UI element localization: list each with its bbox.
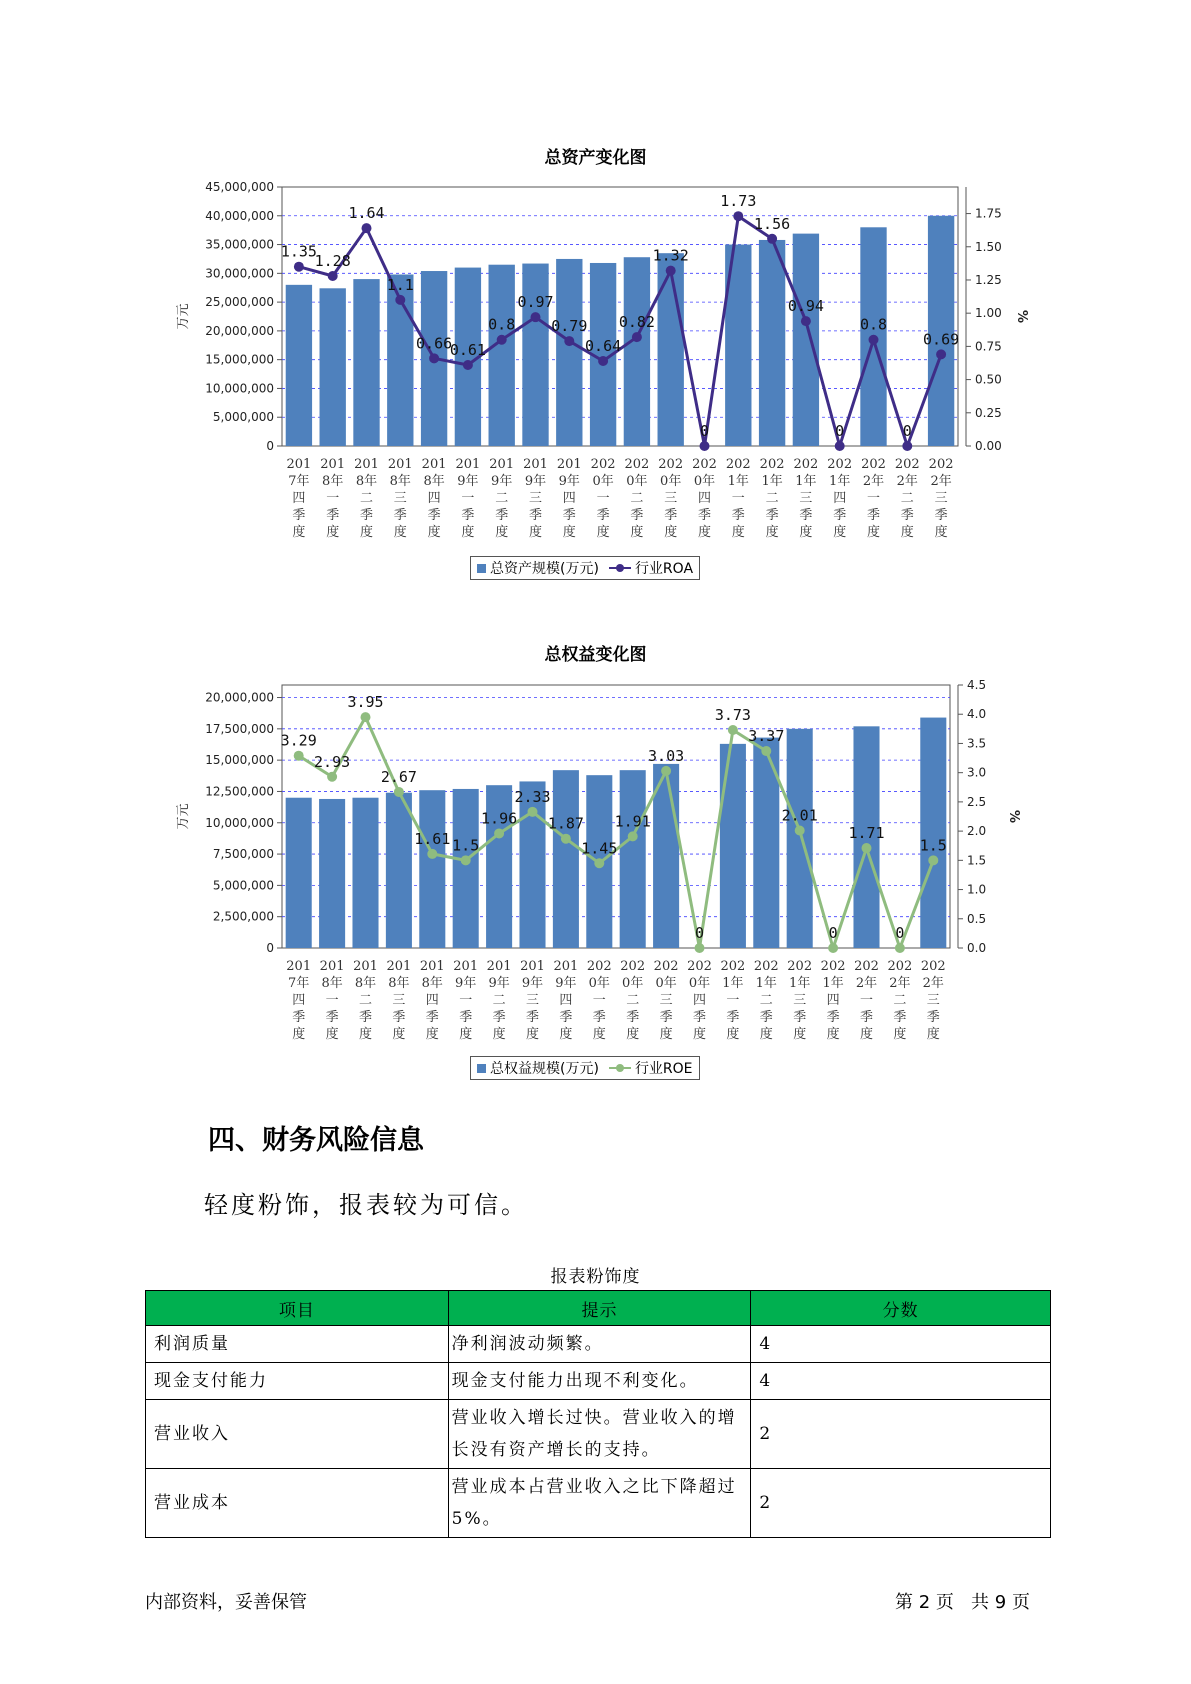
- y2-tick-label: 0.25: [975, 405, 1002, 420]
- bar: [286, 798, 312, 948]
- x-tick-label: 202 0年二季度: [624, 457, 650, 540]
- x-tick-label: 202 0年四季度: [692, 457, 717, 540]
- header-item: 项目: [146, 1291, 449, 1326]
- x-tick-label: 202 1年三季度: [793, 457, 819, 540]
- data-label: 3.29: [280, 731, 317, 750]
- data-label: 0.66: [416, 334, 453, 353]
- data-label: 1.91: [614, 812, 651, 831]
- x-tick-label: 202 0年二季度: [620, 959, 646, 1042]
- legend-line-label: 行业ROA: [634, 561, 694, 577]
- y2-tick-label: 0.00: [975, 439, 1002, 453]
- y-tick-label: 20,000,000: [205, 323, 274, 338]
- x-tick-label: 202 0年一季度: [590, 457, 616, 540]
- data-label: 1.28: [314, 251, 351, 270]
- y-tick-label: 12,500,000: [205, 784, 274, 799]
- bar-legend-swatch: [477, 1064, 486, 1073]
- data-label: 0: [828, 924, 838, 942]
- x-tick-label: 202 1年二季度: [753, 959, 779, 1042]
- x-tick-label: 202 1年一季度: [720, 959, 746, 1042]
- y2-tick-label: 0.75: [975, 339, 1002, 354]
- table-row: [146, 1469, 1051, 1538]
- line-point: [361, 712, 371, 722]
- bar: [553, 770, 579, 948]
- bar: [386, 793, 412, 948]
- row-item: 利润质量: [146, 1326, 449, 1363]
- legend-line-label: 行业ROE: [634, 1061, 693, 1077]
- data-label: 1.32: [652, 246, 689, 265]
- y-tick-label: 5,000,000: [212, 410, 274, 425]
- line-point: [761, 746, 771, 756]
- data-label: 3.03: [648, 746, 685, 765]
- y2-tick-label: 1.00: [975, 306, 1002, 321]
- y-tick-label: 17,500,000: [205, 721, 274, 736]
- table-caption: 报表粉饰度: [550, 1267, 641, 1287]
- x-tick-label: 201 9年一季度: [453, 959, 479, 1042]
- data-label: 0: [902, 422, 912, 440]
- x-tick-label: 202 2年三季度: [920, 959, 946, 1042]
- y-tick-label: 7,500,000: [212, 847, 274, 862]
- y2-tick-label: 1.25: [975, 272, 1002, 287]
- line-point: [528, 807, 538, 817]
- data-label: 1.71: [848, 824, 885, 843]
- chart-title: 总资产变化图: [544, 148, 647, 168]
- x-tick-label: 201 8年一季度: [319, 959, 345, 1042]
- line-point: [828, 943, 838, 953]
- x-tick-label: 201 8年二季度: [354, 457, 379, 540]
- data-label: 0.94: [787, 297, 824, 316]
- data-label: 0.8: [488, 315, 516, 334]
- data-label: 0.82: [618, 313, 655, 332]
- data-label: 2.33: [514, 787, 551, 806]
- section-heading: 四、财务风险信息: [208, 1125, 424, 1156]
- legend-bar-label: 总权益规模(万元): [490, 1061, 599, 1077]
- header-score: 分数: [751, 1291, 1051, 1326]
- x-tick-label: 201 9年三季度: [523, 457, 548, 540]
- data-label: 0.69: [923, 330, 960, 349]
- table-row: [146, 1326, 1051, 1363]
- y-tick-label: 0: [266, 941, 274, 955]
- data-label: 2.67: [380, 767, 417, 786]
- x-tick-label: 202 1年二季度: [759, 457, 785, 540]
- row-item: 营业成本: [146, 1469, 449, 1538]
- y-tick-label: 40,000,000: [205, 208, 274, 223]
- data-label: 1.5: [919, 836, 947, 855]
- line-point: [561, 834, 571, 844]
- line-point: [427, 849, 437, 859]
- data-label: 1.73: [720, 192, 757, 211]
- y2-tick-label: 2.5: [967, 794, 987, 809]
- line-point: [695, 943, 705, 953]
- row-score: 4: [751, 1326, 1051, 1363]
- line-point: [895, 943, 905, 953]
- x-tick-label: 201 9年二季度: [489, 457, 515, 540]
- bar: [352, 798, 378, 948]
- x-tick-label: 202 2年一季度: [854, 959, 879, 1042]
- table-row: [146, 1363, 1051, 1400]
- y-tick-label: 25,000,000: [205, 295, 274, 310]
- y2-tick-label: 1.5: [967, 853, 987, 868]
- y2-tick-label: 1.0: [967, 882, 987, 897]
- x-tick-label: 201 8年一季度: [320, 457, 346, 540]
- x-tick-label: 202 2年一季度: [861, 457, 886, 540]
- data-label: 2.93: [314, 752, 351, 771]
- y-tick-label: 15,000,000: [205, 753, 274, 768]
- y-tick-label: 0: [266, 439, 274, 453]
- data-label: 0.8: [859, 315, 888, 334]
- x-tick-label: 202 2年二季度: [887, 959, 913, 1042]
- y2-tick-label: 0.5: [967, 911, 987, 926]
- y2-tick-label: 4.5: [967, 678, 987, 692]
- line-legend-swatch: [609, 1067, 631, 1069]
- row-tip: 营业收入增长过快。营业收入的增长没有资产增长的支持。: [448, 1400, 751, 1469]
- y-tick-label: 30,000,000: [205, 266, 274, 281]
- data-label: 1.64: [348, 204, 385, 223]
- x-tick-label: 201 8年三季度: [386, 959, 412, 1042]
- x-tick-label: 201 8年四季度: [421, 457, 447, 540]
- chart-legend: [470, 1056, 700, 1080]
- row-tip: 营业成本占营业收入之比下降超过5%。: [448, 1469, 751, 1538]
- line-point: [294, 751, 304, 761]
- y2-tick-label: 3.0: [967, 765, 987, 780]
- table-row: [146, 1400, 1051, 1469]
- x-tick-label: 201 9年四季度: [553, 959, 579, 1042]
- data-label: 3.95: [347, 693, 384, 712]
- line-point: [494, 828, 504, 838]
- x-tick-label: 202 2年三季度: [928, 457, 954, 540]
- y-axis-title: 万元: [176, 803, 191, 830]
- data-label: 0.64: [585, 336, 622, 355]
- line-point: [461, 855, 471, 865]
- data-label: 0.79: [551, 317, 588, 336]
- data-label: 1.87: [547, 814, 584, 833]
- x-tick-label: 202 0年四季度: [687, 959, 712, 1042]
- data-label: 2.01: [781, 806, 818, 825]
- row-item: 营业收入: [146, 1400, 449, 1469]
- data-label: 3.73: [714, 706, 751, 725]
- section-text: 轻度粉饰，报表较为可信。: [204, 1191, 528, 1219]
- y2-tick-label: 4.0: [967, 707, 987, 722]
- line-point: [327, 772, 337, 782]
- data-label: 0.97: [517, 293, 554, 312]
- row-score: 4: [751, 1363, 1051, 1400]
- table-header-row: [146, 1291, 1051, 1326]
- legend-bar-label: 总资产规模(万元): [490, 561, 599, 577]
- x-tick-label: 202 1年三季度: [787, 959, 813, 1042]
- data-label: 1.5: [452, 836, 480, 855]
- data-label: 3.37: [748, 727, 785, 746]
- line-point: [594, 858, 604, 868]
- bar: [519, 781, 545, 948]
- data-label: 1.35: [280, 242, 317, 261]
- line-point: [628, 831, 638, 841]
- data-label: 0: [895, 924, 905, 942]
- data-label: 0: [835, 422, 845, 440]
- x-tick-label: 202 0年三季度: [653, 959, 679, 1042]
- data-label: 1.61: [414, 829, 451, 848]
- data-label: 0: [694, 924, 705, 942]
- y-tick-label: 15,000,000: [205, 352, 274, 367]
- row-tip: 净利润波动频繁。: [448, 1326, 751, 1363]
- x-tick-label: 201 8年四季度: [419, 959, 445, 1042]
- line-point: [795, 826, 805, 836]
- y-tick-label: 10,000,000: [205, 815, 274, 830]
- bar: [920, 718, 946, 948]
- y2-tick-label: 2.0: [967, 824, 987, 839]
- x-tick-label: 202 1年四季度: [827, 457, 853, 540]
- bar: [720, 744, 746, 948]
- header-tip: 提示: [448, 1291, 751, 1326]
- x-tick-label: 202 2年二季度: [894, 457, 920, 540]
- x-tick-label: 202 0年三季度: [658, 457, 684, 540]
- y-tick-label: 5,000,000: [212, 878, 274, 893]
- y-tick-label: 2,500,000: [212, 909, 274, 924]
- y2-axis-title: %: [1014, 309, 1029, 324]
- data-label: 1.96: [481, 809, 518, 828]
- row-item: 现金支付能力: [146, 1363, 449, 1400]
- x-tick-label: 201 8年三季度: [387, 457, 413, 540]
- data-label: 1.45: [581, 839, 618, 858]
- bar: [620, 770, 646, 948]
- bar: [453, 789, 479, 948]
- row-score: 2: [751, 1469, 1051, 1538]
- y-tick-label: 35,000,000: [205, 237, 274, 252]
- y2-tick-label: 0.50: [975, 372, 1002, 387]
- x-tick-label: 201 7年四季度: [286, 457, 312, 540]
- line-point: [862, 843, 872, 853]
- data-label: 1.56: [754, 214, 791, 233]
- footer-page-number: 第 2 页 共 9 页: [895, 1592, 1030, 1613]
- line-point: [928, 855, 938, 865]
- x-tick-label: 202 1年四季度: [820, 959, 846, 1042]
- bar: [787, 729, 813, 948]
- x-tick-label: 201 9年一季度: [455, 457, 481, 540]
- x-tick-label: 202 1年一季度: [725, 457, 751, 540]
- data-label: 0: [699, 422, 710, 440]
- data-label: 0.61: [449, 340, 486, 359]
- x-tick-label: 201 9年三季度: [520, 959, 545, 1042]
- y-tick-label: 10,000,000: [205, 381, 274, 396]
- y-tick-label: 20,000,000: [205, 690, 274, 705]
- x-tick-label: 201 9年四季度: [556, 457, 582, 540]
- line-point: [661, 766, 671, 776]
- footer-confidential: 内部资料，妥善保管: [145, 1592, 307, 1613]
- row-tip: 现金支付能力出现不利变化。: [448, 1363, 751, 1400]
- y2-axis-title: %: [1006, 809, 1021, 824]
- y2-tick-label: 1.75: [975, 206, 1002, 221]
- x-tick-label: 201 8年二季度: [353, 959, 378, 1042]
- line-point: [394, 787, 404, 797]
- x-tick-label: 201 7年四季度: [286, 959, 312, 1042]
- chart-title: 总权益变化图: [544, 645, 647, 665]
- y-tick-label: 45,000,000: [205, 180, 274, 194]
- y-axis-title: 万元: [176, 303, 191, 330]
- data-label: 1.1: [386, 275, 414, 294]
- bar: [419, 790, 445, 948]
- y2-tick-label: 3.5: [967, 736, 987, 751]
- risk-table: [145, 1290, 1051, 1538]
- y2-tick-label: 1.50: [975, 239, 1002, 254]
- x-tick-label: 201 9年二季度: [486, 959, 512, 1042]
- row-score: 2: [751, 1400, 1051, 1469]
- x-tick-label: 202 0年一季度: [586, 959, 612, 1042]
- bar: [319, 799, 345, 948]
- y2-tick-label: 0.0: [967, 941, 987, 955]
- line-point: [728, 725, 738, 735]
